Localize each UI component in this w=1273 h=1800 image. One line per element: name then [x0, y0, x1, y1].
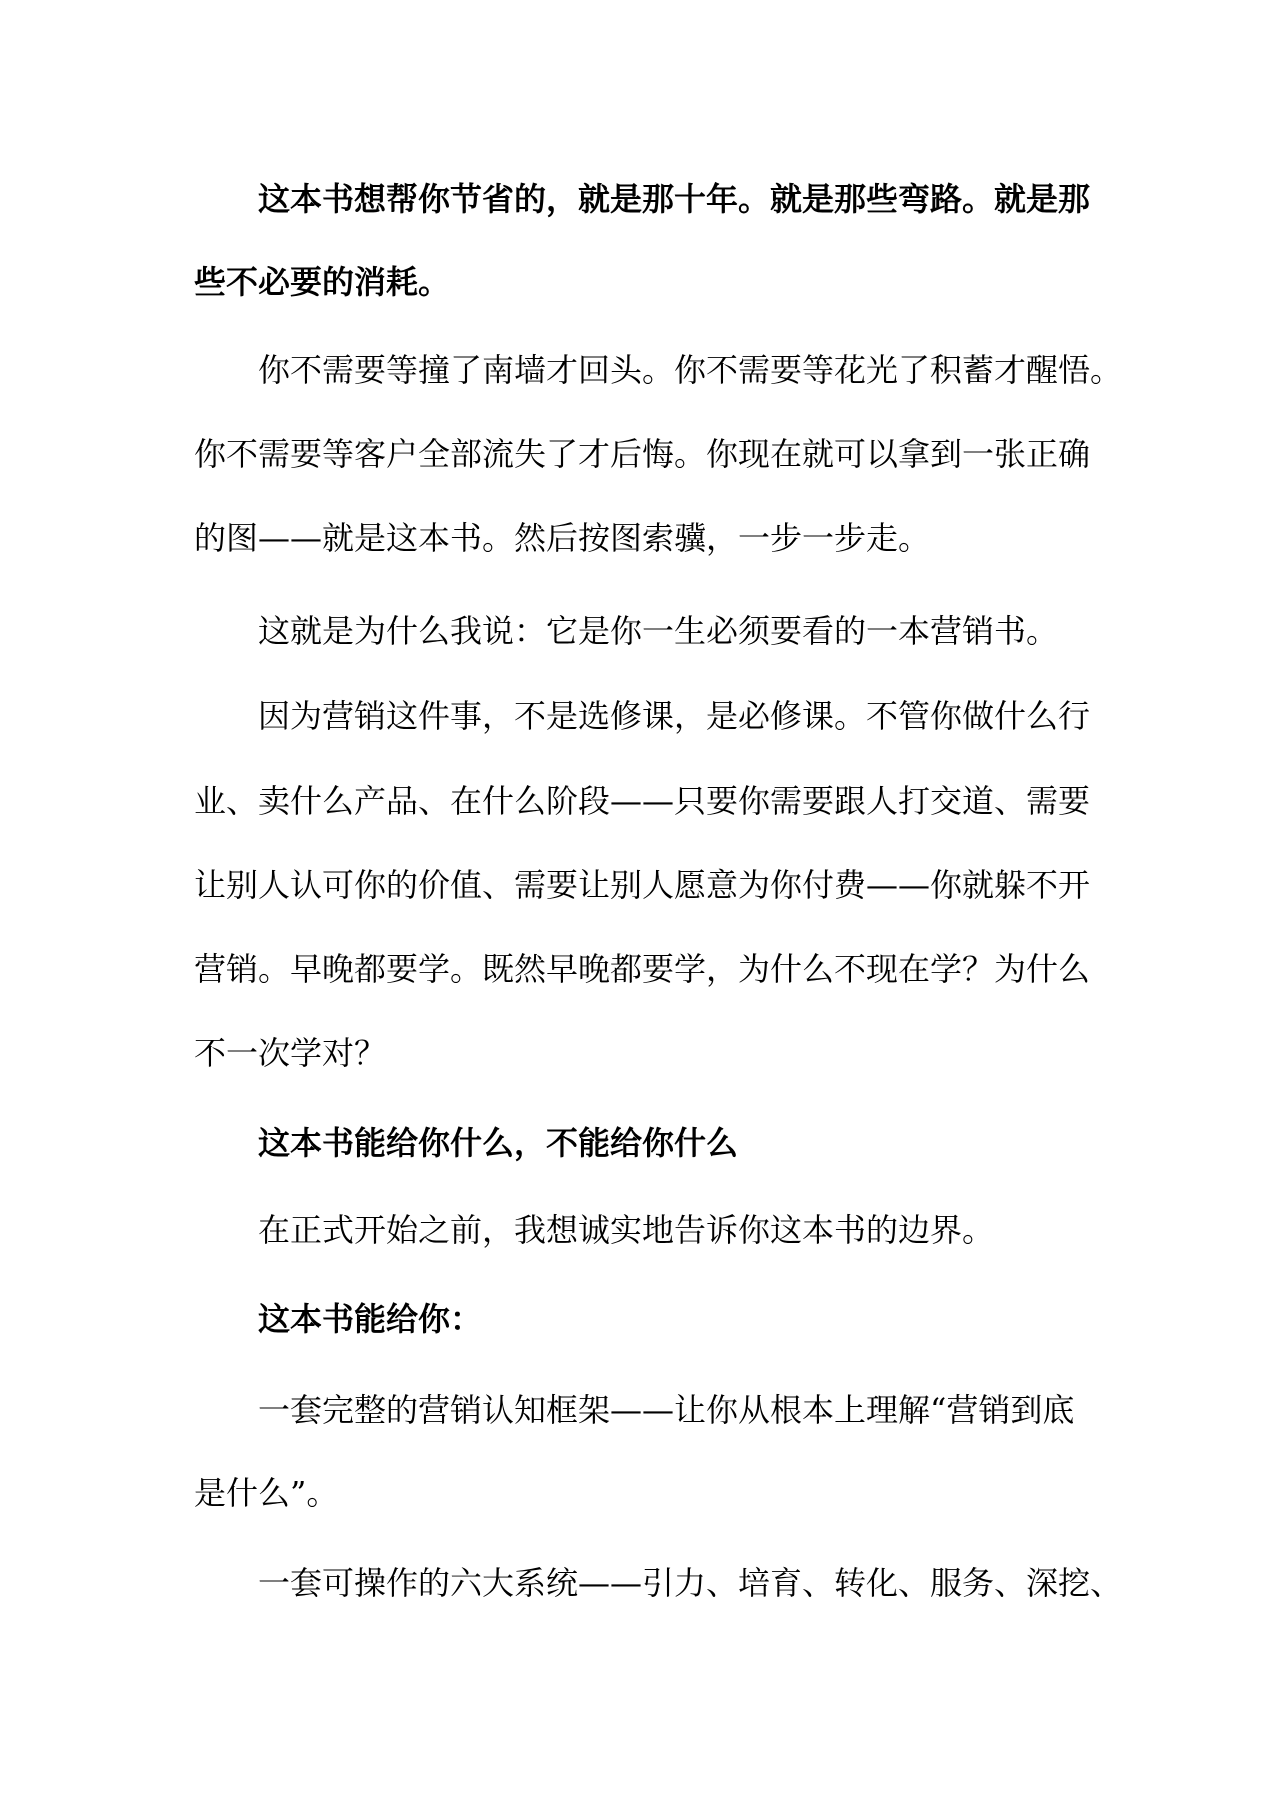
text-line: 你不需要等客户全部流失了才后悔。你现在就可以拿到一张正确 — [194, 435, 1091, 473]
text-line: 是什么”。 — [194, 1474, 339, 1512]
text-line: 你不需要等撞了南墙才回头。你不需要等花光了积蓄才醒悟。 — [258, 351, 1123, 389]
heading-line: 这本书能给你： — [258, 1300, 483, 1338]
text-line: 这就是为什么我说：它是你一生必须要看的一本营销书。 — [258, 612, 1059, 650]
text-line: 一套可操作的六大系统——引力、培育、转化、服务、深挖、 — [258, 1564, 1123, 1602]
text-line: 让别人认可你的价值、需要让别人愿意为你付费——你就躲不开 — [194, 866, 1091, 904]
text-line: 因为营销这件事，不是选修课，是必修课。不管你做什么行 — [258, 697, 1091, 735]
text-line: 这本书想帮你节省的，就是那十年。就是那些弯路。就是那 — [258, 180, 1091, 218]
text-line: 的图——就是这本书。然后按图索骥，一步一步走。 — [194, 519, 931, 557]
text-line: 营销。早晚都要学。既然早晚都要学，为什么不现在学？为什么 — [194, 950, 1091, 988]
text-line: 在正式开始之前，我想诚实地告诉你这本书的边界。 — [258, 1211, 995, 1249]
text-line: 业、卖什么产品、在什么阶段——只要你需要跟人打交道、需要 — [194, 782, 1091, 820]
heading-line: 这本书能给你什么，不能给你什么 — [258, 1124, 739, 1162]
text-line: 不一次学对？ — [194, 1034, 387, 1072]
text-line: 一套完整的营销认知框架——让你从根本上理解“营销到底 — [258, 1391, 1075, 1429]
text-line: 些不必要的消耗。 — [194, 263, 451, 301]
